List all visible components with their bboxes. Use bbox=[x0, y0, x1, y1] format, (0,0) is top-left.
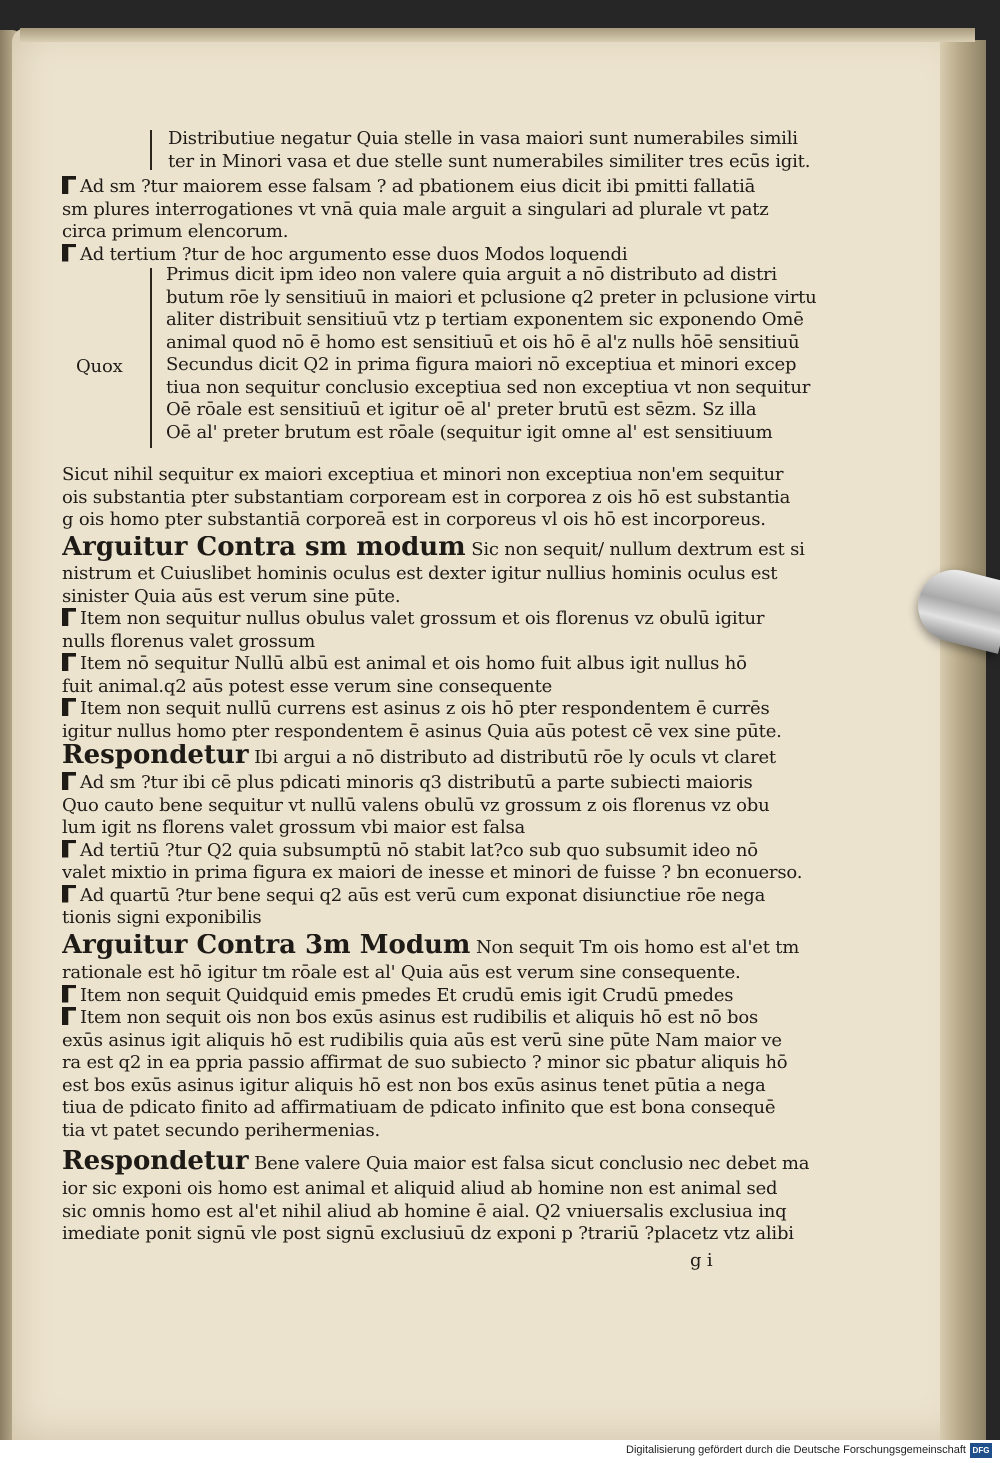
text-line: Quo cauto bene sequitur vt nullū valens obulū vz grossum z ois florenus vz obu bbox=[62, 794, 770, 816]
text-line: sinister Quia aūs est verum sine pūte. bbox=[62, 585, 401, 607]
paragraph-mark-icon bbox=[62, 885, 76, 903]
paragraph-mark-icon bbox=[62, 840, 76, 858]
text-line: butum rōe ly sensitiuū in maiori et pclusione q2 preter in pclusione virtu bbox=[166, 286, 817, 308]
text-block-5 bbox=[62, 772, 952, 930]
text-block-1 bbox=[168, 128, 952, 173]
text-line: lum igit ns florens valet grossum vbi maior est falsa bbox=[62, 817, 526, 838]
text-line: Sicut nihil sequitur ex maiori exceptiua et minori non exceptiua non'em sequitur bbox=[62, 464, 784, 485]
text-line: circa primum elencorum. bbox=[62, 221, 289, 242]
text-block-1b bbox=[62, 176, 952, 266]
text-line: nulls florenus valet grossum bbox=[62, 630, 316, 652]
text-line: valet mixtio in prima figura ex maiori de inesse et minori de fuisse ? bn econuerso. bbox=[62, 862, 803, 883]
text-line: tiua de pdicato finito ad affirmatiuam de pdicato infinito que est bona consequē bbox=[62, 1097, 776, 1118]
signature-mark: g i bbox=[690, 1250, 713, 1271]
text-line: nistrum et Cuiuslibet hominis oculus est dexter igitur nullius hominis oculus est bbox=[62, 563, 778, 584]
paragraph-mark-icon bbox=[62, 985, 76, 1003]
text-line: exūs asinus igit aliquis hō est rudibilis quia aūs est verū sine pūte Nam maior ve bbox=[62, 1029, 782, 1051]
text-line: tionis signi exponibilis bbox=[62, 907, 262, 928]
text-line: ra est q2 in ea ppria passio affirmat de suo subiecto ? minor sic pbatur aliquis hō bbox=[62, 1052, 788, 1073]
text-line: Secundus dicit Q2 in prima figura maiori nō exceptiua et minori excep bbox=[166, 354, 797, 375]
text-line: sm plures interrogationes vt vnā quia male arguit a singulari ad plurale vt patz bbox=[62, 198, 769, 220]
funding-notice: Digitalisierung gefördert durch die Deutsche Forschungsgemeinschaft bbox=[626, 1444, 966, 1456]
text-line: g ois homo pter substantiā corporeā est in corporeus vl ois hō est incorporeus. bbox=[62, 509, 766, 530]
text-block-7 bbox=[62, 1178, 952, 1246]
text-line: Oē rōale est sensitiuū et igitur oē al' preter brutū est sēzm. Sz illa bbox=[166, 399, 757, 420]
text-line: Item non sequitur nullus obulus valet grossum et ois florenus vz obulū igitur bbox=[62, 608, 952, 631]
text-block-4 bbox=[62, 563, 952, 743]
text-line: Ad sm ?tur ibi cē plus pdicati minoris q3 distributū a parte subiecti maioris bbox=[62, 772, 952, 795]
text-line: Item non sequit Quidquid emis pmedes Et crudū emis igit Crudū pmedes bbox=[62, 985, 952, 1008]
text-line: imediate ponit signū vle post signū exclusiuū dz exponi p ?trariū ?placetz vtz alibi bbox=[62, 1223, 794, 1244]
section-heading-2: Respondetur Ibi argui a nō distributo ad distributū rōe ly oculs vt claret bbox=[62, 744, 776, 770]
text-line: Primus dicit ipm ideo non valere quia arguit a nō distributo ad distri bbox=[166, 264, 777, 285]
text-line: rationale est hō igitur tm rōale est al' Quia aūs est verum sine consequente. bbox=[62, 962, 741, 983]
section-heading-3: Arguitur Contra 3m Modum Non sequit Tm ois homo est al'et tm bbox=[62, 934, 800, 960]
text-line: Ad quartū ?tur bene sequi q2 aūs est verū cum exponat disiunctiue rōe nega bbox=[62, 885, 952, 908]
section-heading-1: Arguitur Contra sm modum Sic non sequit/ nullum dextrum est si bbox=[62, 536, 805, 562]
text-line: Ad tertiū ?tur Q2 quia subsumptū nō stabit lat?co sub quo subsumit ideo nō bbox=[62, 840, 952, 863]
text-line: est bos exūs asinus igitur aliquis hō est non bos exūs asinus tenet pūtia a nega bbox=[62, 1074, 766, 1096]
text-line: tiua non sequitur conclusio exceptiua sed non exceptiua vt non sequitur bbox=[166, 376, 811, 398]
text-block-2 bbox=[166, 264, 952, 444]
text-line: ior sic exponi ois homo est animal et aliquid aliud ab homine non est animal sed bbox=[62, 1178, 778, 1199]
text-block-3 bbox=[62, 464, 952, 532]
dfg-logo-icon: DFG bbox=[970, 1443, 992, 1458]
paragraph-mark-icon bbox=[62, 772, 76, 790]
text-line: Item nō sequitur Nullū albū est animal et ois homo fuit albus igit nullus hō bbox=[62, 653, 952, 676]
text-line: Ad sm ?tur maiorem esse falsam ? ad pbationem eius dicit ibi pmitti fallatiā bbox=[62, 176, 952, 199]
text-line: Distributiue negatur Quia stelle in vasa maiori sunt numerabiles simili bbox=[168, 128, 798, 149]
text-line: fuit animal.q2 aūs potest esse verum sine consequente bbox=[62, 675, 553, 697]
bracket bbox=[150, 130, 152, 170]
paragraph-mark-icon bbox=[62, 608, 76, 626]
text-line: tia vt patet secundo perihermenias. bbox=[62, 1119, 381, 1141]
text-line: Oē al' preter brutum est rōale (sequitur igit omne al' est sensitiuum bbox=[166, 421, 773, 443]
footer-bar bbox=[0, 1440, 1000, 1463]
text-line: ois substantia pter substantiam corpoream est in corporea z ois hō est substantia bbox=[62, 486, 791, 508]
text-line: ter in Minori vasa et due stelle sunt numerabiles similiter tres ecūs igit. bbox=[168, 150, 811, 172]
text-line: animal quod nō ē homo est sensitiuū et ois hō ē al'z nulls hōē sensitiuū bbox=[166, 331, 800, 353]
paragraph-mark-icon bbox=[62, 653, 76, 671]
text-line: igitur nullus homo pter respondentem ē asinus Quia aūs potest cē vex sine pūte. bbox=[62, 720, 782, 742]
paragraph-mark-icon bbox=[62, 176, 76, 194]
text-block-6 bbox=[62, 962, 952, 1142]
paragraph-mark-icon bbox=[62, 1007, 76, 1025]
paragraph-mark-icon bbox=[62, 698, 76, 716]
quox-label: Quox bbox=[76, 356, 123, 377]
text-line: Item non sequit ois non bos exūs asinus est rudibilis et aliquis hō est nō bos bbox=[62, 1007, 952, 1030]
text-line: Ad tertium ?tur de hoc argumento esse duos Modos loquendi bbox=[62, 244, 952, 267]
text-line: aliter distribuit sensitiuū vtz p tertiam exponentem sic exponendo Omē bbox=[166, 309, 804, 330]
paragraph-mark-icon bbox=[62, 244, 76, 262]
text-line: sic omnis homo est al'et nihil aliud ab homine ē aial. Q2 vniuersalis exclusiua inq bbox=[62, 1200, 787, 1222]
text-line: Item non sequit nullū currens est asinus z ois hō pter respondentem ē currēs bbox=[62, 698, 952, 721]
page-top-edge bbox=[20, 28, 975, 42]
section-heading-4: Respondetur Bene valere Quia maior est falsa sicut conclusio nec debet ma bbox=[62, 1150, 810, 1176]
